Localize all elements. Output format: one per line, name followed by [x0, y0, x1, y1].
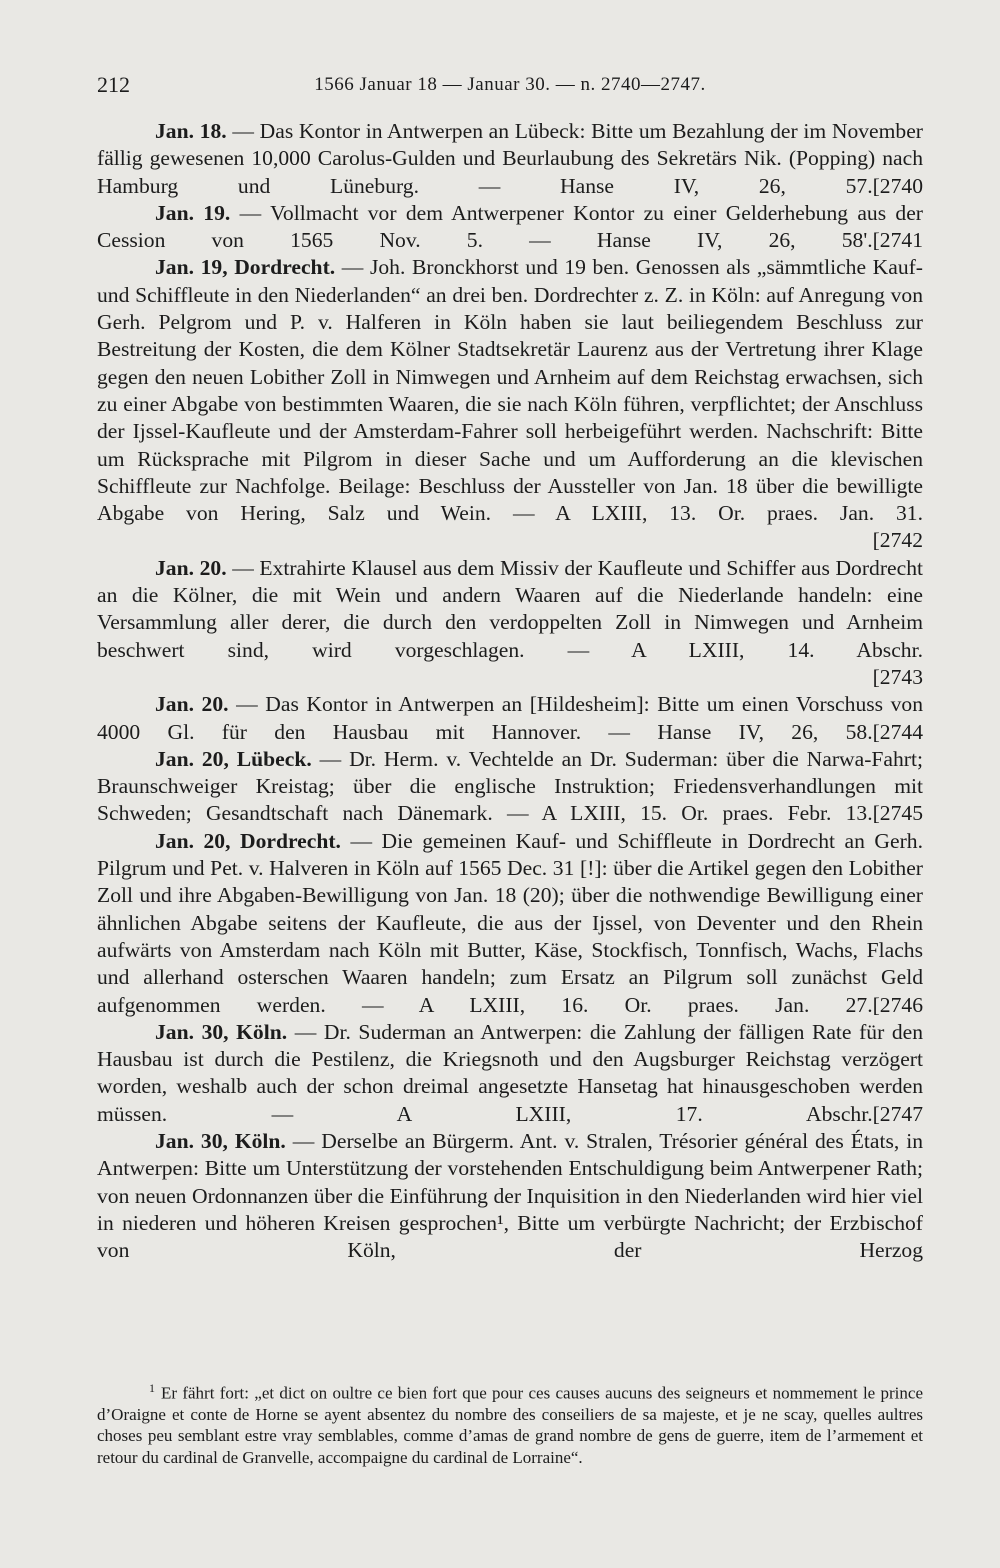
entry-text: — Extrahirte Klausel aus dem Missiv der Kaufleute und Schiffer aus Dordrecht an die Kölner, die mit Wein und andern Waaren auf die Niederlande handeln: eine Versammlung aller derer, die durch den verdoppelten Zoll in Nimwegen und Arnheim beschwert sind, wird vorgeschlagen. — A LXIII, 14. Abschr.: [97, 555, 923, 662]
entry-text: — Derselbe an Bürgerm. Ant. v. Stralen, Trésorier général des États, in Antwerpen: Bitte um Unterstützung der vorstehenden Entschuldigung beim Antwerpener Rath; von neuen Ordonnanzen über die Einführung der Inquisition in den Niederlanden wird hier viel in niederen und höheren Kreisen gesprochen¹, Bitte um verbürgte Nachricht; der Erzbischof von Köln, der Herzog: [97, 1128, 923, 1263]
entry-number: [2741: [872, 228, 923, 253]
running-title: 1566 Januar 18 — Januar 30. — n. 2740—2747.: [314, 74, 706, 95]
entry-date: Jan. 19, Dordrecht.: [155, 255, 336, 280]
regest-body: [97, 118, 923, 1264]
entry-number: [2746: [872, 992, 923, 1017]
page-number: 212: [97, 72, 130, 97]
entry-number: [2745: [872, 801, 923, 826]
entry-number: [2740: [872, 173, 923, 198]
entry-number: [2742: [872, 528, 923, 553]
footnote-text: Er fährt fort: „et dict on oultre ce bien fort que pour ces causes aucuns des seigneurs et nommement le prince d’Oraigne et conte de Horne se ayent absentez du nombre des conseiliers de sa majeste, et je ne scay, quelles aultres choses peu semblant estre vray semblables, comme d’amas de grand nombre de gens de guerre, item de l’armement et retour du cardinal de Granvelle, accompaigne du cardinal de Lorraine“.: [97, 1383, 923, 1467]
regest-entry: [97, 691, 923, 746]
entry-date: Jan. 20.: [155, 692, 229, 717]
entry-text: — Das Kontor in Antwerpen an [Hildesheim]: Bitte um einen Vorschuss von 4000 Gl. für den Hausbau mit Hannover. — Hanse IV, 26, 58.: [97, 692, 923, 744]
entry-number: [2747: [872, 1101, 923, 1126]
footnote-mark: 1: [149, 1381, 155, 1395]
entry-text: — Vollmacht vor dem Antwerpener Kontor zu einer Gelderhebung aus der Cession von 1565 Nov. 5. — Hanse IV, 26, 58'.: [97, 200, 923, 253]
entry-date: Jan. 30, Köln.: [155, 1019, 288, 1044]
page-header: [97, 72, 923, 104]
entry-text: — Die gemeinen Kauf- und Schiffleute in Dordrecht an Gerh. Pilgrum und Pet. v. Halveren in Köln auf 1565 Dec. 31 [!]: über die Artikel gegen den Lobither Zoll und ihre Abgaben-Bewilligung von Jan. 18 (20); über die nothwendige Bewilligung einer ähnlichen Abgabe seitens der Kaufleute, die aus der Ijssel, von Deventer und den Rhein aufwärts von Amsterdam nach Köln mit Butter, Käse, Stockfisch, Tonnfisch, Wachs, Flachs und allerhand osterschen Waaren handeln; zum Ersatz an Pilgrum soll zunächst Geld aufgenommen werden. — A LXIII, 16. Or. praes. Jan. 27.: [97, 828, 923, 1017]
entry-number: [2744: [872, 719, 923, 744]
regest-entry: [97, 118, 923, 200]
regest-entry: [97, 1128, 923, 1264]
entry-number: [2743: [872, 664, 923, 689]
entry-date: Jan. 20, Lübeck.: [155, 746, 312, 771]
entry-date: Jan. 19.: [155, 200, 231, 225]
regest-entry: [97, 746, 923, 828]
regest-entry: [97, 828, 923, 1019]
regest-entry: [97, 1019, 923, 1128]
entry-date: Jan. 30, Köln.: [155, 1128, 286, 1153]
footnote: [97, 1378, 923, 1468]
regest-entry: [97, 200, 923, 255]
entry-text: — Dr. Suderman an Antwerpen: die Zahlung der fälligen Rate für den Hausbau ist durch die Pestilenz, die Kriegsnoth und den Augsburger Reichstag verzögert worden, weshalb auch der schon dreimal angesetzte Hansetag hat hinausgeschoben werden müssen. — A LXIII, 17. Abschr.: [97, 1019, 924, 1126]
entry-text: — Joh. Bronckhorst und 19 ben. Genossen als „sämmtliche Kauf- und Schiffleute in den Niederlanden“ an drei ben. Dordrechter z. Z. in Köln: auf Anregung von Gerh. Pelgrom und P. v. Halferen in Köln haben sie laut beiliegendem Beschluss zur Bestreitung der Kosten, die dem Kölner Stadtsekretär Laurenz aus der Vertretung ihrer Klage gegen den neuen Lobither Zoll in Nimwegen und Arnheim auf dem Reichstag erwachsen, sich zu einer Abgabe von bestimmten Waaren, die sie nach Köln führen, verpflichtet; der Anschluss der Ijssel-Kaufleute und der Amsterdam-Fahrer soll herbeigeführt werden. Nachschrift: Bitte um Rücksprache mit Pilgrom in dieser Sache und um Aufforderung an die klevischen Schiffleute zur Nachfolge. Beilage: Beschluss der Aussteller von Jan. 18 über die bewilligte Abgabe von Hering, Salz und Wein. — A LXIII, 13. Or. praes. Jan. 31.: [97, 255, 923, 526]
entry-date: Jan. 20.: [155, 555, 227, 580]
entry-text: — Das Kontor in Antwerpen an Lübeck: Bitte um Bezahlung der im November fällig gewesenen 10,000 Carolus-Gulden und Beurlaubung des Sekretärs Nik. (Popping) nach Hamburg und Lüneburg. — Hanse IV, 26, 57.: [97, 119, 923, 198]
entry-date: Jan. 20, Dordrecht.: [155, 828, 341, 853]
entry-text: — Dr. Herm. v. Vechtelde an Dr. Suderman: über die Narwa-Fahrt; Braunschweiger Kreistag; über die englische Instruktion; Friedensverhandlungen mit Schweden; Gesandtschaft nach Dänemark. — A LXIII, 15. Or. praes. Febr. 13.: [97, 746, 923, 826]
regest-entry: [97, 555, 923, 664]
regest-entry: [97, 254, 923, 527]
entry-date: Jan. 18.: [155, 119, 227, 143]
